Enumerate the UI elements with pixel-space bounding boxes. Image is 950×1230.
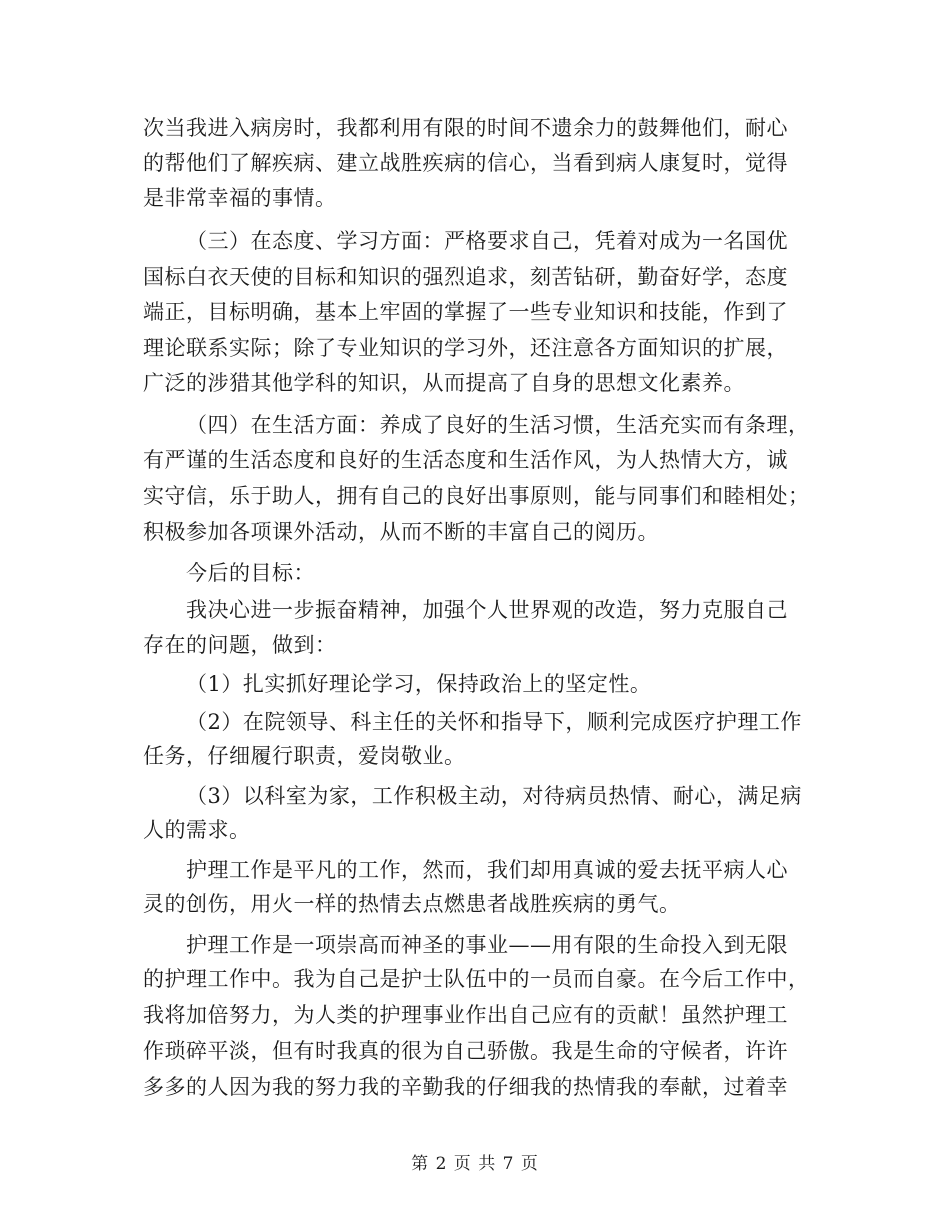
text-line: 我决心进一步振奋精神，加强个人世界观的改造，努力克服自己 (186, 598, 788, 622)
text-line: 今后的目标： (186, 561, 315, 585)
text-line: 任务，仔细履行职责，爱岗敬业。 (143, 744, 466, 768)
text-line: 广泛的涉猎其他学科的知识，从而提高了自身的思想文化素养。 (143, 371, 745, 395)
text-line: 护理工作是平凡的工作，然而，我们却用真诚的爱去抚平病人心 (186, 858, 788, 882)
text-line: 端正，目标明确，基本上牢固的掌握了一些专业知识和技能，作到了 (143, 300, 788, 324)
text-line: 有严谨的生活态度和良好的生活态度和生活作风，为人热情大方，诚 (143, 448, 788, 472)
text-line: （三）在态度、学习方面：严格要求自己，凭着对成为一名国优 (186, 229, 788, 253)
text-line: 存在的问题，做到： (143, 633, 337, 657)
text-line: 我将加倍努力，为人类的护理事业作出自己应有的贡献！虽然护理工 (143, 1003, 788, 1027)
text-line: （四）在生活方面：养成了良好的生活习惯，生活充实而有条理， (186, 413, 810, 437)
page-number-footer: 第 2 页 共 7 页 (411, 1154, 539, 1174)
text-line: 积极参加各项课外活动，从而不断的丰富自己的阅历。 (143, 520, 659, 544)
text-line: （3）以科室为家，工作积极主动，对待病员热情、耐心，满足病 (186, 784, 802, 808)
text-line: 的帮他们了解疾病、建立战胜疾病的信心，当看到病人康复时，觉得 (143, 151, 788, 175)
text-line: （1）扎实抓好理论学习，保持政治上的坚定性。 (186, 672, 652, 696)
text-line: 作琐碎平淡，但有时我真的很为自己骄傲。我是生命的守候者，许许 (143, 1039, 788, 1063)
text-line: 灵的创伤，用火一样的热情去点燃患者战胜疾病的勇气。 (143, 892, 681, 916)
text-line: 的护理工作中。我为自己是护士队伍中的一员而自豪。在今后工作中， (143, 967, 810, 991)
text-line: 理论联系实际；除了专业知识的学习外，还注意各方面知识的扩展， (143, 336, 788, 360)
text-line: 多多的人因为我的努力我的辛勤我的仔细我的热情我的奉献，过着幸 (143, 1075, 788, 1099)
text-line: 是非常幸福的事情。 (143, 186, 337, 210)
text-line: 人的需求。 (143, 818, 251, 842)
text-line: 护理工作是一项崇高而神圣的事业——用有限的生命投入到无限 (186, 933, 788, 957)
text-line: 国标白衣天使的目标和知识的强烈追求，刻苦钻研，勤奋好学，态度 (143, 265, 788, 289)
text-line: （2）在院领导、科主任的关怀和指导下，顺利完成医疗护理工作 (186, 710, 802, 734)
text-line: 实守信，乐于助人，拥有自己的良好出事原则，能与同事们和睦相处； (143, 484, 810, 508)
text-line: 次当我进入病房时，我都利用有限的时间不遗余力的鼓舞他们，耐心 (143, 116, 788, 140)
